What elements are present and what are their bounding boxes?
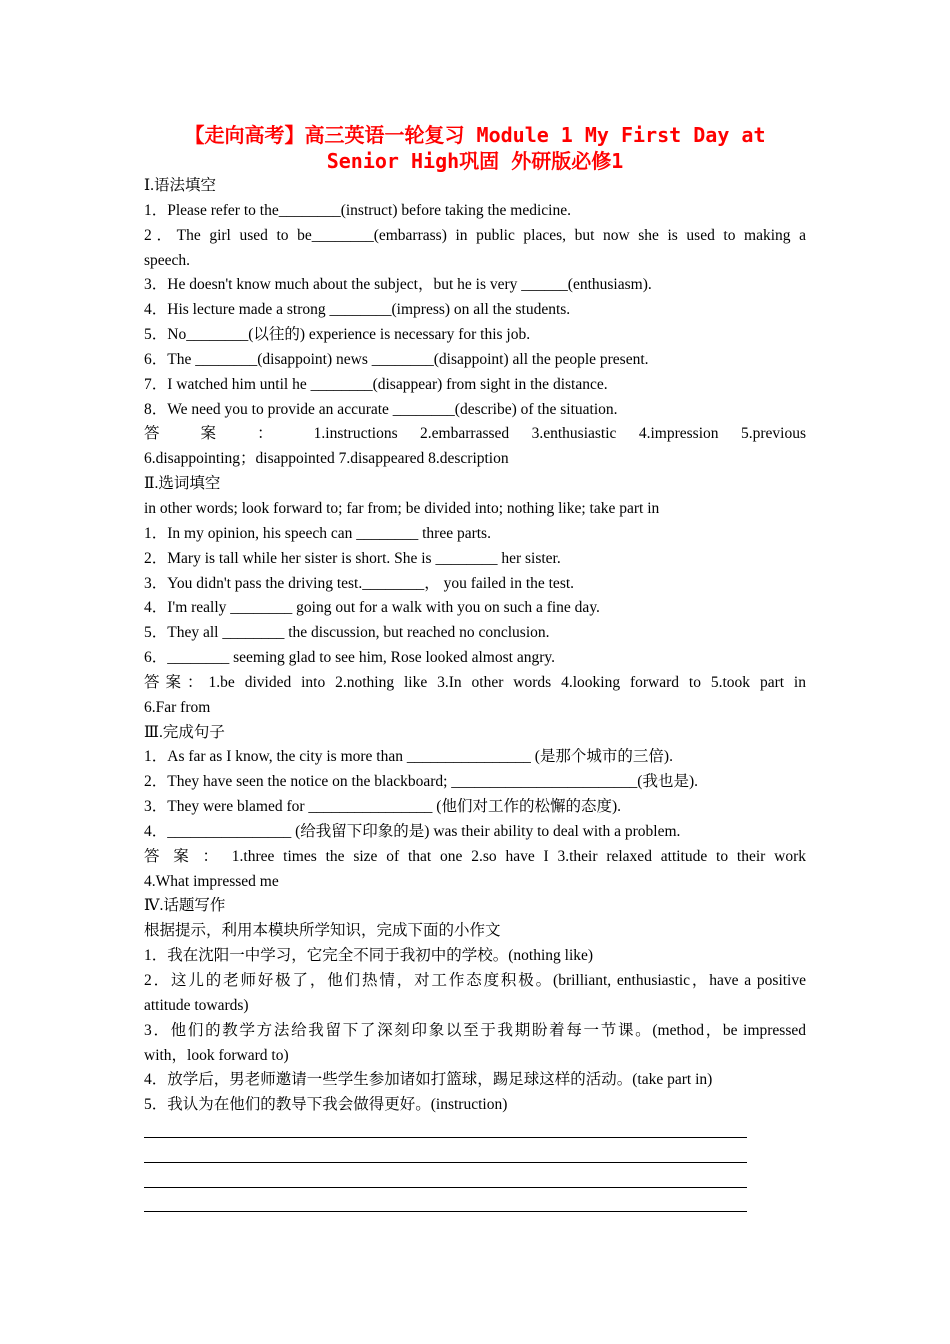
question: 8．We need you to provide an accurate ________(describe) of the situation. bbox=[144, 400, 618, 418]
question: 3．He doesn't know much about the subject，but he is very ______(enthusiasm). bbox=[144, 276, 652, 294]
document-body bbox=[144, 174, 806, 1217]
answer-blank-line bbox=[144, 1168, 806, 1193]
question: 6．The ________(disappoint) news ________(disappoint) all the people present. bbox=[144, 350, 649, 368]
answer-key: 答案：1.be divided into 2.nothing like 3.In other words 4.looking forward to 5.took part in bbox=[144, 673, 806, 691]
writing-instructions: 根据提示，利用本模块所学知识，完成下面的小作文 bbox=[144, 922, 501, 940]
answer-blank-line bbox=[144, 1118, 806, 1143]
question: 2．They have seen the notice on the blackboard; ________________________(我也是). bbox=[144, 773, 699, 791]
question: 4．I'm really ________ going out for a walk with you on such a fine day. bbox=[144, 599, 600, 617]
question: 1．Please refer to the________(instruct) before taking the medicine. bbox=[144, 201, 571, 219]
writing-prompt: 5．我认为在他们的教导下我会做得更好。(instruction) bbox=[144, 1096, 508, 1114]
question-continuation: speech. bbox=[144, 251, 191, 269]
answer-key-continuation: 6.Far from bbox=[144, 698, 211, 716]
title-line-1: 【走向高考】高三英语一轮复习 Module 1 My First Day at bbox=[184, 123, 766, 147]
question: 5．No________(以往的) experience is necessary for this job. bbox=[144, 326, 531, 344]
question: 7．I watched him until he ________(disappear) from sight in the distance. bbox=[144, 375, 608, 393]
writing-prompt-continuation: attitude towards) bbox=[144, 996, 249, 1014]
writing-prompt: 1．我在沈阳一中学习，它完全不同于我初中的学校。(nothing like) bbox=[144, 947, 594, 965]
answer-blank-line bbox=[144, 1143, 806, 1168]
question: 1．In my opinion, his speech can ________ three parts. bbox=[144, 524, 491, 542]
section-heading: Ⅳ.话题写作 bbox=[144, 897, 226, 915]
question: 2．Mary is tall while her sister is short. She is ________ her sister. bbox=[144, 549, 561, 567]
question: 4．His lecture made a strong ________(impress) on all the students. bbox=[144, 301, 571, 319]
word-bank: in other words; look forward to; far from; be divided into; nothing like; take part in bbox=[144, 499, 660, 517]
section-heading: Ⅲ.完成句子 bbox=[144, 723, 225, 741]
question: 4．________________ (给我留下印象的是) was their ability to deal with a problem. bbox=[144, 822, 681, 840]
writing-prompt-continuation: with，look forward to) bbox=[144, 1046, 289, 1064]
section-heading: Ⅰ.语法填空 bbox=[144, 177, 216, 194]
answer-key: 答 案 ： 1.instructions 2.embarrassed 3.enthusiastic 4.impression 5.previous bbox=[144, 425, 806, 443]
writing-prompt: 3．他们的教学方法给我留下了深刻印象以至于我期盼着每一节课。(method，be impressed bbox=[144, 1021, 806, 1039]
section-heading: Ⅱ.选词填空 bbox=[144, 475, 221, 493]
question: 3．You didn't pass the driving test.________， you failed in the test. bbox=[144, 574, 575, 592]
answer-key-continuation: 6.disappointing；disappointed 7.disappeared 8.description bbox=[144, 450, 509, 468]
writing-prompt: 2．这儿的老师好极了，他们热情，对工作态度积极。(brilliant, enthusiastic，have a positive bbox=[144, 972, 806, 989]
writing-prompt: 4．放学后，男老师邀请一些学生参加诸如打篮球，踢足球这样的活动。(take part in) bbox=[144, 1071, 713, 1089]
question: 5．They all ________ the discussion, but reached no conclusion. bbox=[144, 624, 550, 642]
question: 2．The girl used to be________(embarrass) in public places, but now she is used to making a bbox=[144, 226, 806, 244]
answer-key-continuation: 4.What impressed me bbox=[144, 872, 279, 890]
title-line-2: Senior High巩固 外研版必修1 bbox=[326, 149, 624, 173]
answer-key: 答 案 ： 1.three times the size of that one 2.so have I 3.their relaxed attitude to their work bbox=[144, 847, 806, 865]
question: 6．________ seeming glad to see him, Rose looked almost angry. bbox=[144, 649, 555, 667]
answer-blank-line bbox=[144, 1193, 806, 1218]
document-title bbox=[144, 122, 806, 174]
question: 1．As far as I know, the city is more than ________________ (是那个城市的三倍). bbox=[144, 748, 673, 766]
question: 3．They were blamed for ________________ (他们对工作的松懈的态度). bbox=[144, 798, 621, 816]
